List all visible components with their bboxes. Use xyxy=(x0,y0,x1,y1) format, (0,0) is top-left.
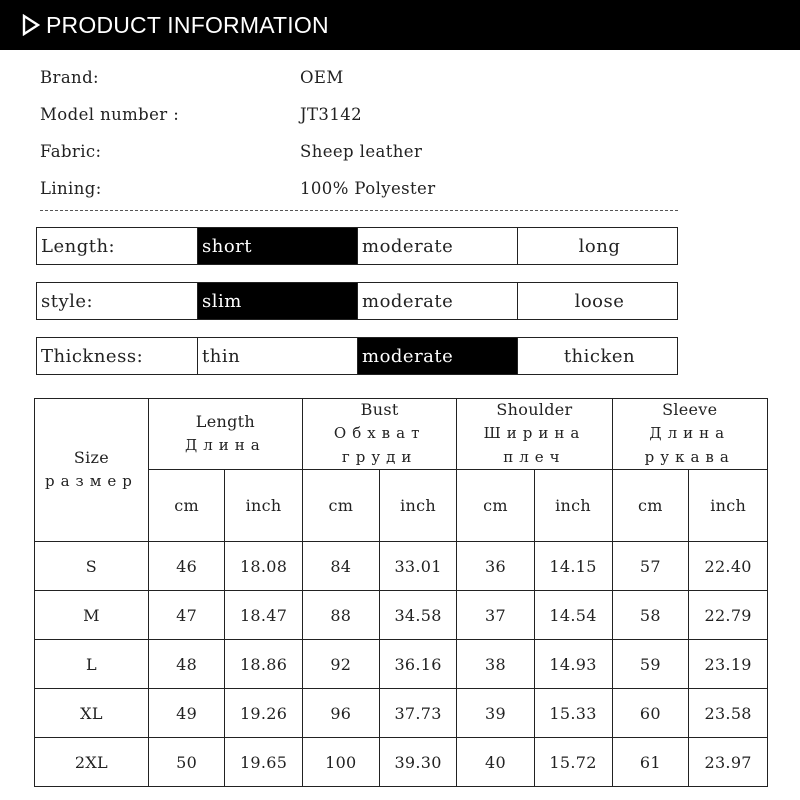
size-cell: L xyxy=(35,640,149,689)
value-cell: 22.79 xyxy=(689,591,768,640)
info-value: Sheep leather xyxy=(300,142,423,161)
group-label-en: Bust xyxy=(360,400,399,419)
table-row xyxy=(35,640,768,689)
table-row xyxy=(35,542,768,591)
attribute-option: loose xyxy=(517,283,677,319)
group-header-shoulder xyxy=(457,399,612,470)
value-cell: 100 xyxy=(302,738,379,787)
size-cell: XL xyxy=(35,689,149,738)
info-row-model-number xyxy=(40,103,680,140)
attribute-label: style: xyxy=(41,290,94,312)
attribute-option: moderate xyxy=(357,228,517,264)
value-cell: 40 xyxy=(457,738,534,787)
value-cell: 47 xyxy=(148,591,224,640)
size-label-ru: размер xyxy=(45,472,138,490)
value-cell: 57 xyxy=(612,542,689,591)
info-key: Fabric: xyxy=(40,142,102,161)
group-label-ru: Обхват груди xyxy=(333,424,426,466)
group-label-ru: Длина рукава xyxy=(644,424,735,466)
value-cell: 92 xyxy=(302,640,379,689)
unit-inch: inch xyxy=(534,470,612,542)
info-value: OEM xyxy=(300,68,344,87)
value-cell: 18.08 xyxy=(225,542,303,591)
info-value: JT3142 xyxy=(300,105,363,124)
value-cell: 39.30 xyxy=(379,738,457,787)
attribute-label: Thickness: xyxy=(41,345,144,367)
value-cell: 19.26 xyxy=(225,689,303,738)
table-row xyxy=(35,591,768,640)
value-cell: 96 xyxy=(302,689,379,738)
product-info-list xyxy=(40,66,680,214)
size-label: Size xyxy=(73,448,110,467)
value-cell: 37.73 xyxy=(379,689,457,738)
unit-cm: cm xyxy=(457,470,534,542)
value-cell: 14.54 xyxy=(534,591,612,640)
unit-cm: cm xyxy=(612,470,689,542)
value-cell: 46 xyxy=(148,542,224,591)
group-label-ru: Длина xyxy=(185,436,266,454)
info-key: Brand: xyxy=(40,68,99,87)
size-chart-table xyxy=(34,398,768,787)
attribute-option: long xyxy=(517,228,677,264)
value-cell: 36.16 xyxy=(379,640,457,689)
value-cell: 39 xyxy=(457,689,534,738)
size-cell: 2XL xyxy=(35,738,149,787)
value-cell: 37 xyxy=(457,591,534,640)
attribute-option: thicken xyxy=(517,338,677,374)
unit-cm: cm xyxy=(302,470,379,542)
value-cell: 88 xyxy=(302,591,379,640)
attribute-row-style xyxy=(36,282,678,320)
attribute-row-thickness xyxy=(36,337,678,375)
value-cell: 34.58 xyxy=(379,591,457,640)
value-cell: 18.47 xyxy=(225,591,303,640)
attribute-option: moderate xyxy=(357,283,517,319)
unit-inch: inch xyxy=(689,470,768,542)
value-cell: 14.93 xyxy=(534,640,612,689)
value-cell: 23.97 xyxy=(689,738,768,787)
table-group-header-row xyxy=(35,399,768,470)
play-triangle-icon xyxy=(22,14,40,36)
attribute-option: thin xyxy=(197,338,357,374)
size-cell: M xyxy=(35,591,149,640)
value-cell: 58 xyxy=(612,591,689,640)
dashed-divider xyxy=(40,210,678,211)
value-cell: 15.33 xyxy=(534,689,612,738)
section-title: PRODUCT INFORMATION xyxy=(46,11,329,38)
group-header-bust xyxy=(302,399,457,470)
info-row-lining xyxy=(40,177,680,214)
value-cell: 61 xyxy=(612,738,689,787)
value-cell: 50 xyxy=(148,738,224,787)
value-cell: 48 xyxy=(148,640,224,689)
attribute-option-selected: moderate xyxy=(357,338,517,374)
value-cell: 60 xyxy=(612,689,689,738)
group-label-en: Sleeve xyxy=(662,400,718,419)
value-cell: 15.72 xyxy=(534,738,612,787)
info-key: Lining: xyxy=(40,179,102,198)
table-row xyxy=(35,738,768,787)
group-label-en: Length xyxy=(195,412,255,431)
group-label-en: Shoulder xyxy=(496,400,573,419)
value-cell: 22.40 xyxy=(689,542,768,591)
info-key: Model number : xyxy=(40,105,180,124)
value-cell: 18.86 xyxy=(225,640,303,689)
table-row xyxy=(35,689,768,738)
attribute-row-length xyxy=(36,227,678,265)
attribute-option-selected: short xyxy=(197,228,357,264)
unit-inch: inch xyxy=(379,470,457,542)
section-header xyxy=(0,0,800,50)
value-cell: 14.15 xyxy=(534,542,612,591)
value-cell: 19.65 xyxy=(225,738,303,787)
value-cell: 23.19 xyxy=(689,640,768,689)
value-cell: 38 xyxy=(457,640,534,689)
info-row-fabric xyxy=(40,140,680,177)
value-cell: 36 xyxy=(457,542,534,591)
value-cell: 59 xyxy=(612,640,689,689)
group-label-ru: Ширина плеч xyxy=(483,424,586,466)
group-header-length xyxy=(148,399,302,470)
unit-inch: inch xyxy=(225,470,303,542)
value-cell: 33.01 xyxy=(379,542,457,591)
size-column-header xyxy=(35,399,149,542)
attribute-option-selected: slim xyxy=(197,283,357,319)
size-cell: S xyxy=(35,542,149,591)
value-cell: 49 xyxy=(148,689,224,738)
attribute-label: Length: xyxy=(41,235,116,257)
unit-cm: cm xyxy=(148,470,224,542)
info-row-brand xyxy=(40,66,680,103)
value-cell: 84 xyxy=(302,542,379,591)
value-cell: 23.58 xyxy=(689,689,768,738)
info-value: 100% Polyester xyxy=(300,179,436,198)
group-header-sleeve xyxy=(612,399,768,470)
